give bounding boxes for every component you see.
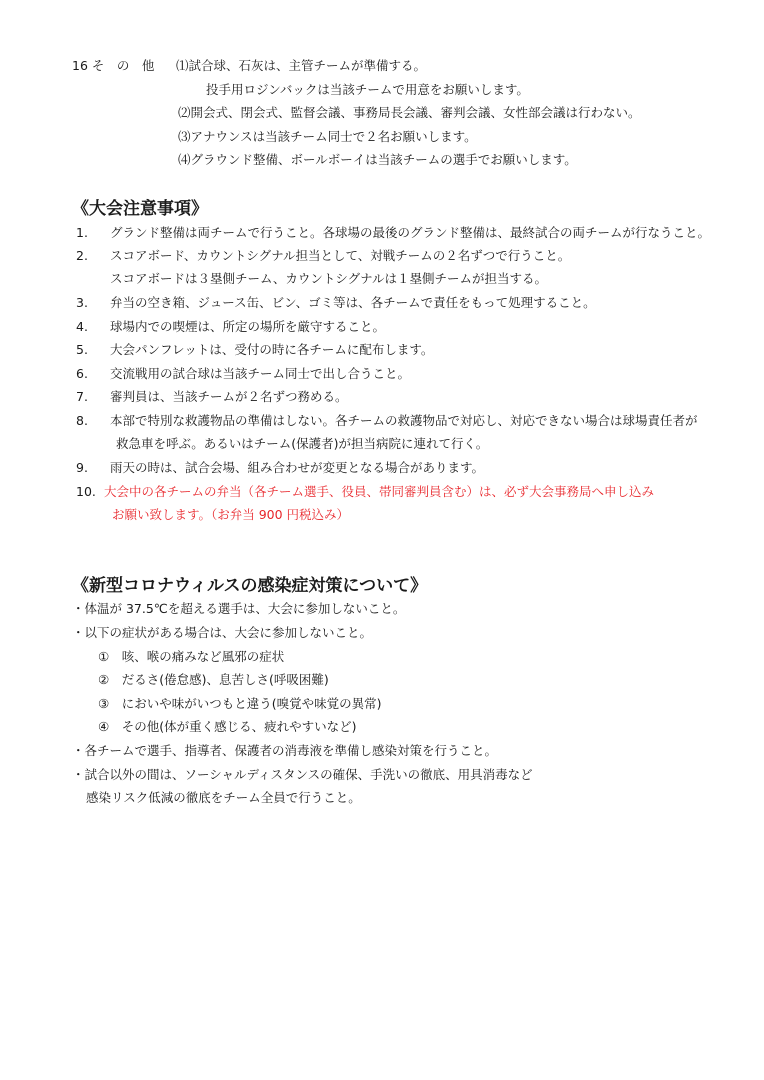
notes-num-8: 8.: [76, 413, 88, 428]
section16-item-1-cont: 投手用ロジンバックは当該チームで用意をお願いします。: [206, 82, 529, 97]
notes-num-9: 9.: [76, 460, 88, 475]
notes-item-6: 交流戦用の試合球は当該チーム同士で出し合うこと。: [110, 366, 411, 381]
notes-item-7: 審判員は、当該チームが２名ずつ務める。: [110, 389, 348, 404]
notes-item-2: スコアボード、カウントシグナル担当として、対戦チームの２名ずつで行うこと。: [110, 248, 571, 263]
notes-num-2: 2.: [76, 248, 88, 263]
covid-heading: 《新型コロナウィルスの感染症対策について》: [72, 576, 428, 596]
notes-item-10-cont: お願い致します。（お弁当 900 円税込み）: [112, 507, 350, 522]
covid-line-7: ・各チームで選手、指導者、保護者の消毒液を準備し感染対策を行うこと。: [72, 743, 498, 758]
section16-label: 16 そ の 他: [72, 58, 155, 73]
notes-item-5: 大会パンフレットは、受付の時に各チームに配布します。: [110, 342, 434, 357]
notes-num-3: 3.: [76, 295, 88, 310]
covid-line-1: ・体温が 37.5℃を超える選手は、大会に参加しないこと。: [72, 601, 406, 616]
covid-line-9: 感染リスク低減の徹底をチーム全員で行うこと。: [86, 790, 361, 805]
notes-item-4: 球場内での喫煙は、所定の場所を厳守すること。: [110, 319, 386, 334]
notes-item-10: 大会中の各チームの弁当（各チーム選手、役員、帯同審判員含む）は、必ず大会事務局へ申し込み: [104, 484, 655, 499]
notes-item-3: 弁当の空き箱、ジュース缶、ビン、ゴミ等は、各チームで責任をもって処理すること。: [110, 295, 596, 310]
notes-item-1: グランド整備は両チームで行うこと。各球場の最後のグランド整備は、最終試合の両チームが行なうこと。: [110, 225, 711, 240]
notes-num-6: 6.: [76, 366, 88, 381]
section16-item-3: ⑶アナウンスは当該チーム同士で２名お願いします。: [178, 129, 477, 144]
covid-symptom-2: ② だるさ(倦怠感)、息苦しさ(呼吸困難): [98, 672, 329, 687]
covid-symptom-1: ① 咳、喉の痛みなど風邪の症状: [98, 649, 285, 664]
notes-num-4: 4.: [76, 319, 88, 334]
notes-heading: 《大会注意事項》: [72, 199, 208, 219]
covid-symptom-4: ④ その他(体が重く感じる、疲れやすいなど): [98, 719, 357, 734]
notes-item-9: 雨天の時は、試合会場、組み合わせが変更となる場合があります。: [110, 460, 485, 475]
section16-item-4: ⑷グラウンド整備、ボールボーイは当該チームの選手でお願いします。: [178, 152, 577, 167]
notes-num-7: 7.: [76, 389, 88, 404]
notes-num-10: 10.: [76, 484, 96, 499]
notes-num-1: 1.: [76, 225, 88, 240]
notes-item-8-cont: 救急車を呼ぶ。あるいはチーム(保護者)が担当病院に連れて行く。: [116, 436, 489, 451]
notes-item-2-cont: スコアボードは３塁側チーム、カウントシグナルは１塁側チームが担当する。: [110, 271, 548, 286]
covid-line-8: ・試合以外の間は、ソーシャルディスタンスの確保、手洗いの徹底、用具消毒など: [72, 767, 533, 782]
covid-line-2: ・以下の症状がある場合は、大会に参加しないこと。: [72, 625, 373, 640]
notes-item-8: 本部で特別な救護物品の準備はしない。各チームの救護物品で対応し、対応できない場合は球場責任者が: [110, 413, 698, 428]
section16-item-1: ⑴試合球、石灰は、主管チームが準備する。: [176, 58, 427, 73]
section16-item-2: ⑵開会式、閉会式、監督会議、事務局長会議、審判会議、女性部会議は行わない。: [178, 105, 641, 120]
notes-num-5: 5.: [76, 342, 88, 357]
covid-symptom-3: ③ においや味がいつもと違う(嗅覚や味覚の異常): [98, 696, 382, 711]
